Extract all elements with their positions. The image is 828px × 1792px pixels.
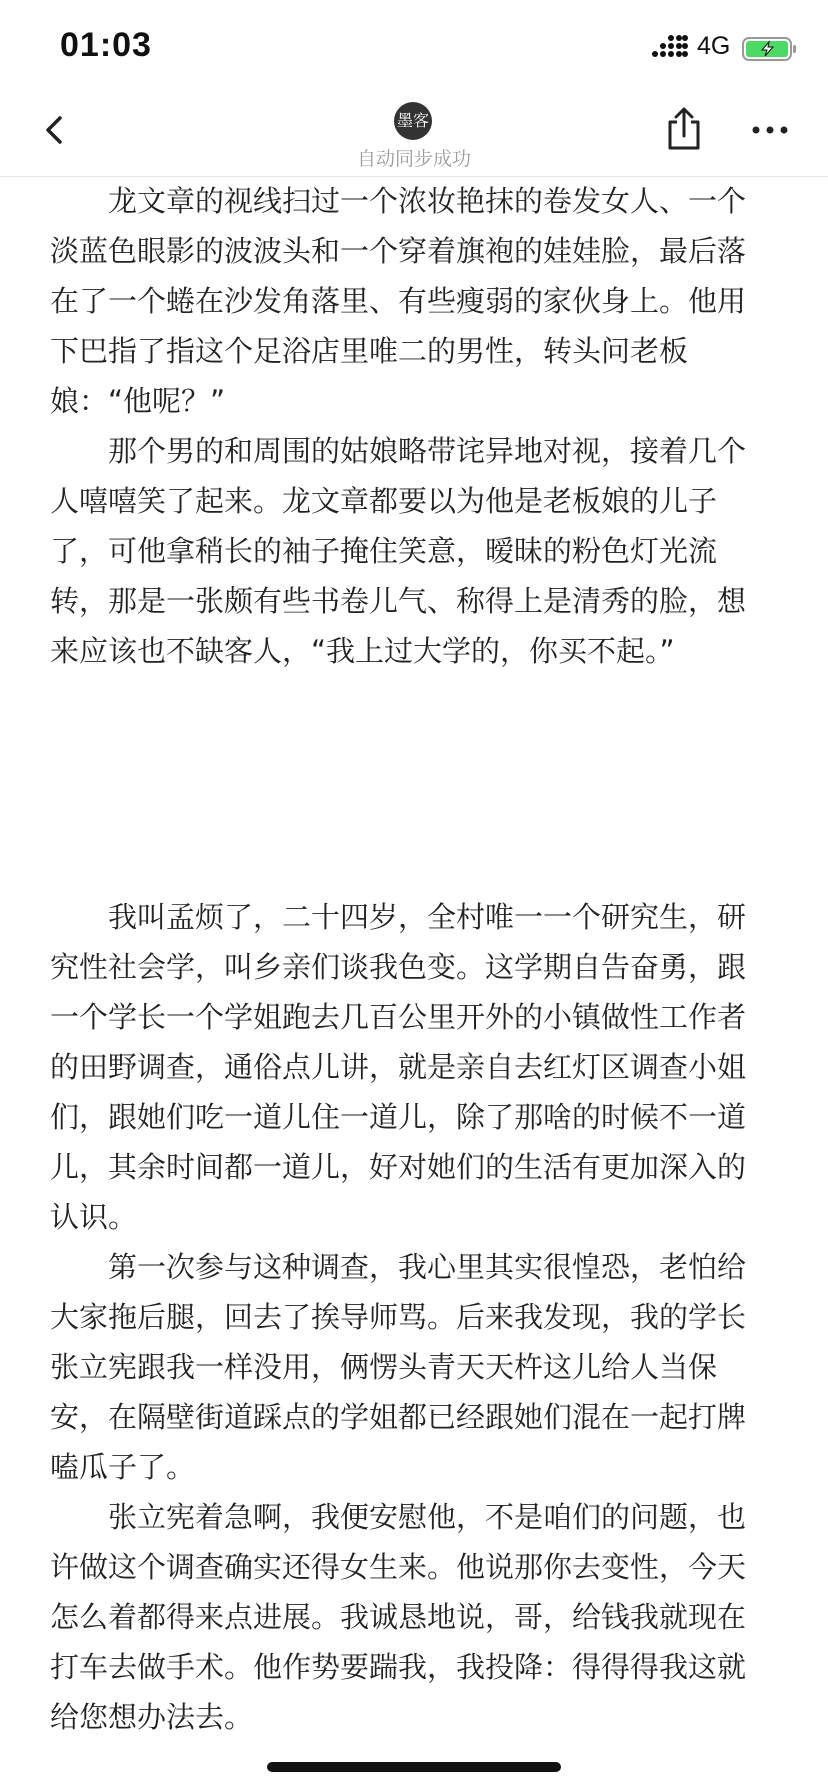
status-time: 01:03 [60,26,152,64]
article-body [50,176,770,1742]
paragraph: 龙文章的视线扫过一个浓妆艳抹的卷发女人、一个淡蓝色眼影的波波头和一个穿着旗袍的娃娃脸，最后落在了一个蜷在沙发角落里、有些瘦弱的家伙身上。他用下巴指了指这个足浴店里唯二的男性，转头问老板娘：“他呢？” [50,184,747,418]
network-type: 4G [697,32,731,60]
sync-status: 自动同步成功 [356,148,471,170]
status-bar [0,0,828,88]
avatar[interactable]: 墨客 [394,102,432,140]
paragraph: 张立宪着急啊，我便安慰他，不是咱们的问题，也许做这个调查确实还得女生来。他说那你去变性，今天怎么着都得来点进展。我诚恳地说，哥，给钱我就现在打车去做手术。他作势要踹我，我投降：得得得我这就给您想办法去。 [50,1500,747,1734]
nav-bar [0,88,828,177]
paragraph: 那个男的和周围的姑娘略带诧异地对视，接着几个人嘻嘻笑了起来。龙文章都要以为他是老板娘的儿子了，可他拿稍长的袖子掩住笑意，暧昧的粉色灯光流转，那是一张颇有些书卷儿气、称得上是清秀的脸，想来应该也不缺客人，“我上过大学的，你买不起。” [50,434,747,668]
share-button[interactable] [664,106,704,152]
cellular-signal-icon [652,34,688,60]
paragraph: 我叫孟烦了，二十四岁，全村唯一一个研究生，研究性社会学，叫乡亲们谈我色变。这学期自告奋勇，跟一个学长一个学姐跑去几百公里开外的小镇做性工作者的田野调查，通俗点儿讲，就是亲自去红灯区调查小姐们，跟她们吃一道儿住一道儿，除了那啥的时候不一道儿，其余时间都一道儿，好对她们的生活有更加深入的认识。 [50,900,747,1234]
battery-charging-icon [742,36,798,62]
home-indicator[interactable] [267,1762,561,1772]
section-break [50,676,770,892]
paragraph: 第一次参与这种调查，我心里其实很惶恐，老怕给大家拖后腿，回去了挨导师骂。后来我发现，我的学长张立宪跟我一样没用，俩愣头青天天杵这儿给人当保安，在隔壁街道踩点的学姐都已经跟她们混在一起打牌嗑瓜子了。 [50,1250,747,1484]
more-button[interactable] [752,118,788,142]
